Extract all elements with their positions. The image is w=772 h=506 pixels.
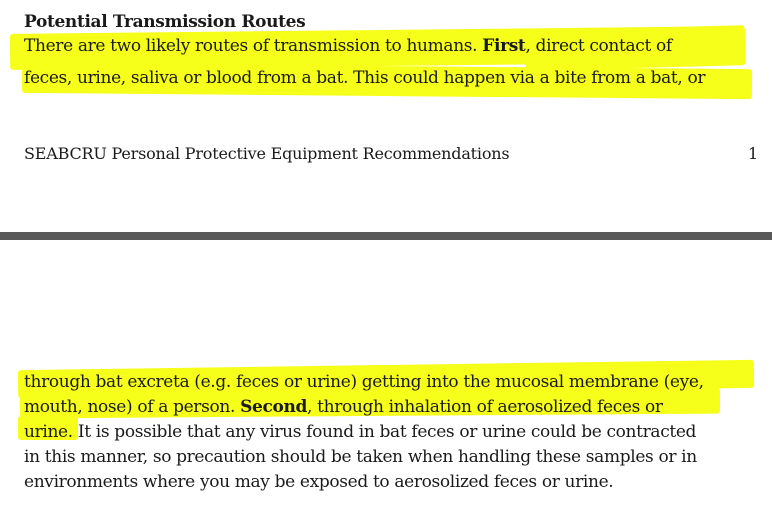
page-footer: SEABCRU Personal Protective Equipment Recommendations [24,144,510,163]
paragraph-line: environments where you may be exposed to aerosolized feces or urine. [24,472,614,492]
paragraph-line: There are two likely routes of transmission to humans. First, direct contact of [24,36,672,56]
paragraph-line: mouth, nose) of a person. Second, through inhalation of aerosolized feces or [24,397,663,417]
page-break-divider [0,232,772,240]
bold-keyword: Second [240,397,307,417]
bold-keyword: First [482,36,526,56]
document-page-2 [0,240,772,506]
highlighted-word: urine. [24,422,73,442]
paragraph-line: in this manner, so precaution should be taken when handling these samples or in [24,447,697,467]
page-number: 1 [748,144,759,163]
paragraph-line: feces, urine, saliva or blood from a bat. This could happen via a bite from a bat, or [24,68,706,88]
paragraph-line: through bat excreta (e.g. feces or urine) getting into the mucosal membrane (eye, [24,372,704,392]
section-heading: Potential Transmission Routes [24,12,306,32]
paragraph-line: urine. It is possible that any virus found in bat feces or urine could be contracted [24,422,697,442]
document-page-1 [0,0,772,232]
